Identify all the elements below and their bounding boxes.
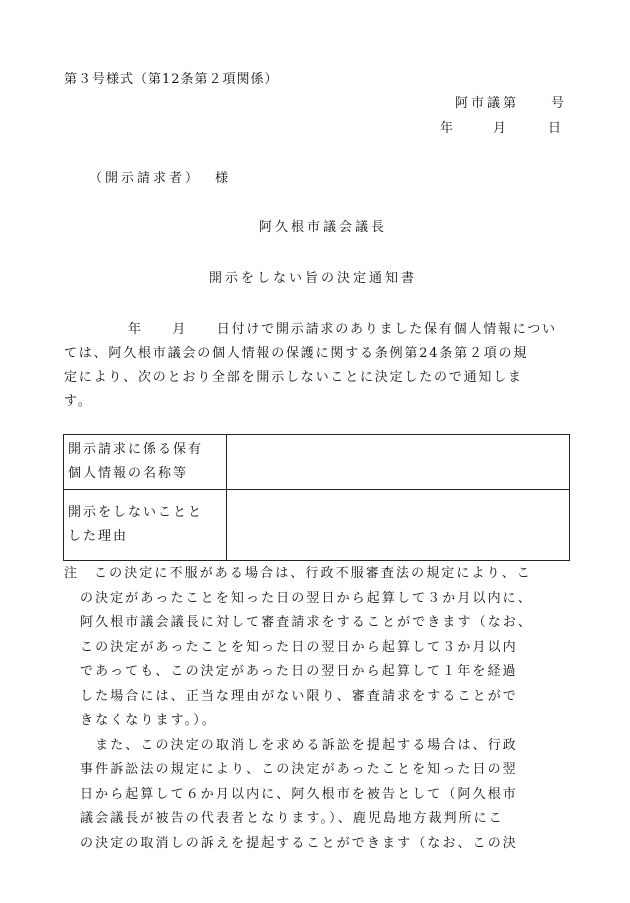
note-line: また、この決定の取消しを求める訴訟を提起する場合は、行政 [80, 737, 518, 753]
body-line: 年 月 日付けで開示請求のありました保有個人情報につい [128, 322, 557, 337]
addressee [89, 167, 231, 186]
date-month: 月 [493, 121, 507, 136]
body-line: ては、阿久根市議会の個人情報の保護に関する条例第24条第２項の規 [64, 346, 529, 361]
table-row [64, 435, 570, 490]
info-table [63, 434, 570, 561]
issuer-name: 阿久根市議会議長 [259, 220, 388, 235]
note-line [64, 562, 584, 587]
date-year: 年 [440, 121, 454, 136]
note-text: この決定に不服がある場合は、行政不服審査法の規定により、こ [94, 566, 532, 581]
note-line: 議会議長が被告の代表者となります。）、鹿児島地方裁判所にこ [80, 811, 504, 826]
note-line: した場合には、正当な理由がない限り、審査請求をすることがで [80, 688, 518, 704]
note-line: きなくなります。）。 [80, 713, 217, 728]
notes-section [64, 562, 584, 856]
table-row [64, 490, 570, 561]
body-line: 定により、次のとおり全部を開示しないことに決定したので通知しま [64, 370, 523, 385]
form-identifier: 第３号様式（第12条第２項関係） [64, 72, 279, 87]
note-line: 日から起算して６か月以内に、阿久根市を被告として（阿久根市 [80, 786, 518, 802]
document-title: 開示をしない旨の決定通知書 [209, 271, 418, 286]
note-marker: 注 [64, 566, 80, 581]
row-label-line: した理由 [68, 529, 129, 544]
note-line: の決定があったことを知った日の翌日から起算して３か月以内に、 [80, 590, 533, 606]
note-line: 事件訴訟法の規定により、この決定があったことを知った日の翌 [80, 762, 518, 777]
body-line: す。 [64, 394, 93, 409]
note-line: 阿久根市議会議長に対して審査請求をすることができます（なお、 [80, 615, 534, 630]
notice-body [64, 318, 574, 414]
row-label-line: 開示をしないことと [68, 505, 204, 520]
date-day: 日 [548, 121, 562, 136]
addressee-name: （開示請求者） [89, 171, 202, 186]
note-line: の決定の取消しの訴えを提起することができます（なお、この決 [80, 835, 518, 851]
row-label [64, 435, 227, 490]
document-number: 阿市議第 号 [455, 96, 568, 111]
note-line: この決定があったことを知った日の翌日から起算して３か月以内 [80, 639, 518, 655]
addressee-honorific: 様 [215, 171, 232, 186]
row-label-line: 開示請求に係る保有 [68, 442, 204, 457]
row-label-line: 個人情報の名称等 [68, 466, 189, 481]
date-line [440, 117, 561, 136]
row-value [227, 435, 570, 490]
note-line: であっても、この決定があった日の翌日から起算して１年を経過 [80, 664, 518, 679]
row-value [227, 490, 570, 561]
row-label [64, 490, 227, 561]
